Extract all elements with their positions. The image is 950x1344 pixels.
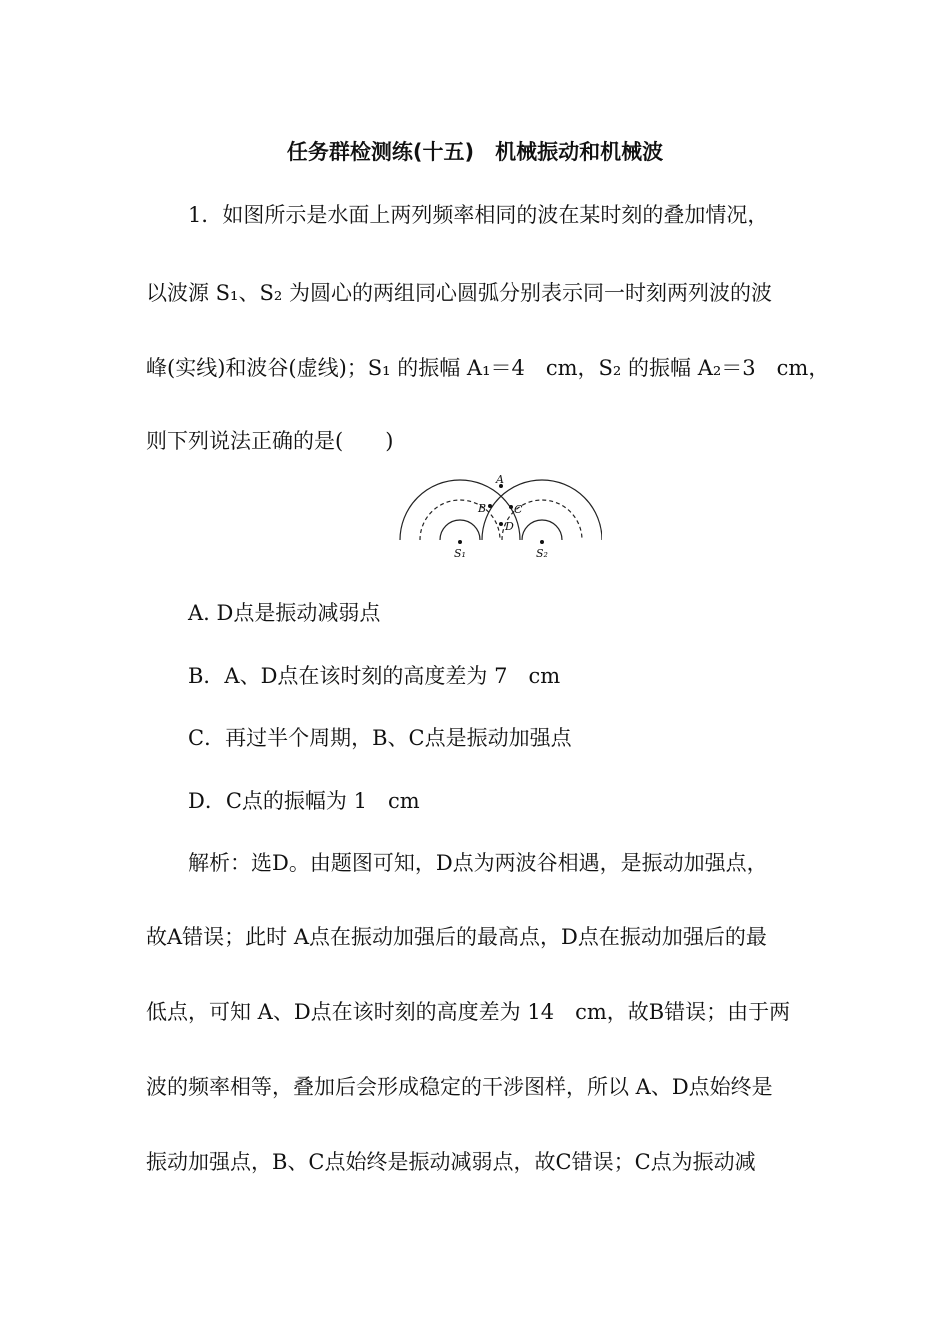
s1-crest-inner xyxy=(440,520,480,540)
source-s2 xyxy=(540,540,544,544)
s2-crest-outer xyxy=(482,480,602,540)
label-a: A xyxy=(496,473,504,486)
point-d xyxy=(499,522,503,526)
analysis-line-5: 振动加强点，B、C点始终是振动减弱点，故C错误；C点为振动减 xyxy=(146,1150,756,1174)
point-b xyxy=(488,504,492,508)
option-d: D．C点的振幅为 1 cm xyxy=(188,789,420,813)
option-a: A. D点是振动减弱点 xyxy=(188,601,381,625)
source-s1 xyxy=(458,540,462,544)
question-line-2: 以波源 S₁、S₂ 为圆心的两组同心圆弧分别表示同一时刻两列波的波 xyxy=(146,281,772,305)
point-c xyxy=(509,505,513,509)
wave-interference-figure xyxy=(392,470,602,562)
s2-crest-inner xyxy=(522,520,562,540)
label-c: C xyxy=(514,503,523,516)
label-s1: S₁ xyxy=(454,547,466,560)
option-b: B．A、D点在该时刻的高度差为 7 cm xyxy=(188,664,561,688)
option-c: C．再过半个周期，B、C点是振动加强点 xyxy=(188,726,572,750)
s1-crest-outer xyxy=(400,480,520,540)
analysis-line-3: 低点，可知 A、D点在该时刻的高度差为 14 cm，故B错误；由于两 xyxy=(146,1000,791,1024)
label-d: D xyxy=(505,520,514,533)
analysis-line-1: 解析：选D。由题图可知，D点为两波谷相遇，是振动加强点， xyxy=(188,851,768,875)
question-line-4: 则下列说法正确的是( ) xyxy=(146,429,394,453)
question-line-1: 1．如图所示是水面上两列频率相同的波在某时刻的叠加情况， xyxy=(188,203,769,227)
analysis-line-4: 波的频率相等，叠加后会形成稳定的干涉图样，所以 A、D点始终是 xyxy=(146,1075,773,1099)
label-s2: S₂ xyxy=(536,547,548,560)
analysis-line-2: 故A错误；此时 A点在振动加强后的最高点，D点在振动加强后的最 xyxy=(146,925,767,949)
page-title: 任务群检测练(十五) 机械振动和机械波 xyxy=(286,140,664,164)
label-b: B xyxy=(478,502,487,515)
question-line-3: 峰(实线)和波谷(虚线)；S₁ 的振幅 A₁＝4 cm，S₂ 的振幅 A₂＝3 cm， xyxy=(146,356,830,380)
